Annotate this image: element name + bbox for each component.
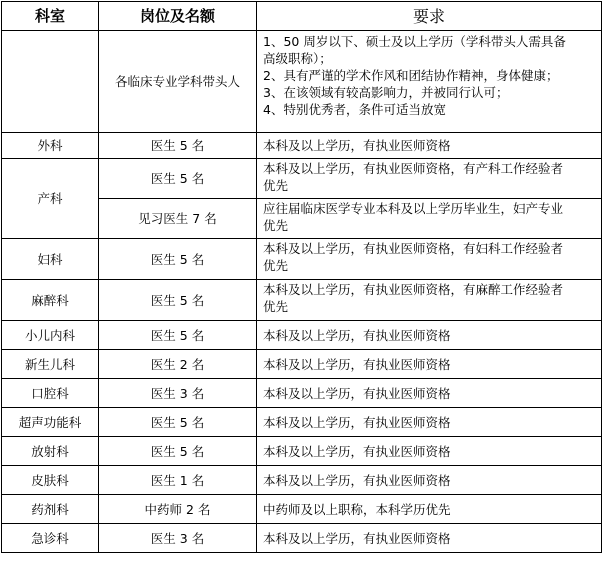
table-row (2, 524, 602, 553)
requirement-line: 本科及以上学历，有执业医师资格 (263, 356, 451, 372)
requirement-line: 本科及以上学历，有执业医师资格 (263, 530, 451, 546)
requirement-line: 高级职称）； (263, 51, 332, 66)
table-row (2, 239, 602, 280)
position-cell: 医生 5 名 (99, 437, 257, 466)
requirements-cell (257, 524, 602, 553)
department-cell: 外科 (2, 133, 99, 159)
requirement-line: 本科及以上学历，有执业医师资格，有麻醉工作经验者 (263, 282, 564, 297)
requirements-cell (257, 466, 602, 495)
requirements-cell (257, 379, 602, 408)
requirement-line: 3、在该领域有较高影响力，并被同行认可； (263, 85, 509, 100)
table-row (2, 466, 602, 495)
position-cell: 医生 5 名 (99, 159, 257, 199)
table-row (2, 350, 602, 379)
department-cell: 急诊科 (2, 524, 99, 553)
position-cell: 医生 3 名 (99, 524, 257, 553)
requirement-line: 本科及以上学历，有执业医师资格 (263, 138, 451, 153)
department-cell: 口腔科 (2, 379, 99, 408)
table-row (2, 495, 602, 524)
table-row-leader (2, 31, 602, 133)
position-cell: 见习医生 7 名 (99, 199, 257, 239)
requirement-line: 2、具有严谨的学术作风和团结协作精神，身体健康； (263, 68, 559, 83)
requirement-line: 本科及以上学历，有执业医师资格 (263, 443, 451, 459)
requirement-line: 本科及以上学历，有执业医师资格，有妇科工作经验者 (263, 241, 564, 256)
table-row (2, 379, 602, 408)
department-cell: 小儿内科 (2, 321, 99, 350)
requirements-cell (257, 495, 602, 524)
table-row (2, 321, 602, 350)
table-row (2, 408, 602, 437)
requirements-cell (257, 350, 602, 379)
requirement-line: 优先 (263, 258, 289, 273)
requirements-cell (257, 31, 602, 133)
department-cell: 妇科 (2, 239, 99, 280)
requirement-line: 本科及以上学历，有执业医师资格 (263, 472, 451, 488)
position-cell: 医生 1 名 (99, 466, 257, 495)
requirements-cell (257, 321, 602, 350)
department-cell: 产科 (2, 159, 99, 239)
requirements-cell (257, 437, 602, 466)
position-cell: 中药师 2 名 (99, 495, 257, 524)
department-cell (2, 31, 99, 133)
requirement-line: 4、特别优秀者，条件可适当放宽 (263, 102, 446, 117)
department-cell: 超声功能科 (2, 408, 99, 437)
position-cell: 医生 5 名 (99, 408, 257, 437)
table-row (2, 280, 602, 321)
requirements-cell (257, 239, 602, 280)
department-cell: 药剂科 (2, 495, 99, 524)
header-requirements: 要求 (257, 2, 602, 31)
requirement-line: 本科及以上学历，有执业医师资格 (263, 385, 451, 401)
position-cell: 医生 3 名 (99, 379, 257, 408)
table-row (2, 437, 602, 466)
requirement-line: 本科及以上学历，有执业医师资格 (263, 327, 451, 343)
position-cell: 医生 2 名 (99, 350, 257, 379)
table-row (2, 159, 602, 199)
position-cell: 医生 5 名 (99, 321, 257, 350)
header-position: 岗位及名额 (99, 2, 257, 31)
position-cell: 各临床专业学科带头人 (99, 31, 257, 133)
department-cell: 新生儿科 (2, 350, 99, 379)
header-department: 科室 (2, 2, 99, 31)
requirement-line: 应往届临床医学专业本科及以上学历毕业生，妇产专业 (263, 201, 564, 216)
header-row (2, 2, 602, 31)
position-cell: 医生 5 名 (99, 133, 257, 159)
requirement-line: 优先 (263, 299, 289, 314)
recruitment-table (1, 1, 602, 553)
department-cell: 皮肤科 (2, 466, 99, 495)
position-cell: 医生 5 名 (99, 239, 257, 280)
requirement-line: 1、50 周岁以下、硕士及以上学历（学科带头人需具备 (263, 34, 566, 49)
requirement-line: 优先 (263, 178, 289, 193)
requirement-line: 本科及以上学历，有执业医师资格，有产科工作经验者 (263, 161, 564, 176)
requirement-line: 中药师及以上职称，本科学历优先 (263, 501, 451, 517)
requirements-cell (257, 199, 602, 239)
requirements-cell (257, 280, 602, 321)
department-cell: 麻醉科 (2, 280, 99, 321)
requirements-cell (257, 159, 602, 199)
requirement-line: 本科及以上学历，有执业医师资格 (263, 414, 451, 430)
requirements-cell (257, 408, 602, 437)
table-row (2, 133, 602, 159)
requirements-cell (257, 133, 602, 159)
requirement-line: 优先 (263, 218, 289, 233)
position-cell: 医生 5 名 (99, 280, 257, 321)
department-cell: 放射科 (2, 437, 99, 466)
